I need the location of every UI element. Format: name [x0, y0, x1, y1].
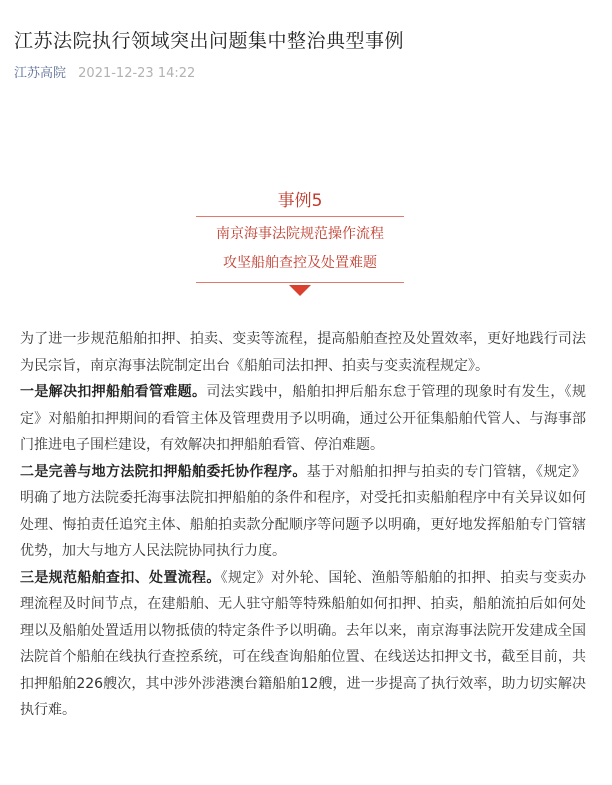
- publish-date: 2021-12-23 14:22: [78, 66, 196, 81]
- paragraph-1-heading: 一是解决扣押船舶看管难题。: [20, 384, 207, 400]
- paragraph-1-text: 司法实践中，船舶扣押后船东怠于管理的现象时有发生，《规定》对船舶扣押期间的看管主体及管理费用予以明确，通过公开征集船舶代管人、与海事部门推进电子围栏建设，有效解决扣押船舶看管、停泊难题。: [20, 384, 587, 453]
- divider-bottom: [196, 282, 404, 283]
- article-meta: [14, 65, 195, 83]
- divider-top: [196, 216, 404, 217]
- case-subtitle-line1: 南京海事法院规范操作流程: [216, 226, 384, 242]
- paragraph-2-text: 基于对船舶扣押与拍卖的专门管辖，《规定》明确了地方法院委托海事法院扣押船舶的条件和程序，对受托扣卖船舶程序中有关异议如何处理、悔拍责任追究主体、船舶拍卖款分配顺序等问题予以明确，更好地发挥船舶专门管辖优势，加大与地方人民法院协同执行力度。: [20, 463, 587, 559]
- intro-paragraph: 为了进一步规范船舶扣押、拍卖、变卖等流程，提高船舶查控及处置效率，更好地践行司法为民宗旨，南京海事法院制定出台《船舶司法扣押、拍卖与变卖流程规定》。: [20, 331, 586, 374]
- paragraph-3-heading: 三是规范船舶查扣、处置流程。: [20, 569, 221, 586]
- paragraph-3-text: 《规定》对外轮、国轮、渔船等船舶的扣押、拍卖与变卖办理流程及时间节点，在建船舶、无人驻守船等特殊船舶如何扣押、拍卖，船舶流拍后如何处理以及船舶处置适用以物抵债的特定条件予以明确。去年以来，南京海事法院开发建成全国法院首个船舶在线执行查控系统，可在线查询船舶位置、在线送达扣押文书，截至目前，共扣押船舶226艘次，其中涉外涉港澳台籍船舶12艘，进一步提高了执行效率，助力切实解决执行难。: [20, 569, 587, 718]
- case-subtitle-line2: 攻坚船舶查控及处置难题: [223, 255, 377, 271]
- triangle-down-icon: [289, 285, 311, 296]
- article-body: [20, 326, 586, 724]
- paragraph-2: [20, 459, 586, 565]
- article-title: 江苏法院执行领域突出问题集中整治典型事例: [14, 30, 405, 52]
- paragraph-3: [20, 565, 586, 724]
- case-header: [196, 190, 404, 283]
- case-label: 事例5: [277, 191, 323, 211]
- paragraph-2-heading: 二是完善与地方法院扣押船舶委托协作程序。: [20, 463, 307, 480]
- paragraph-1: [20, 379, 586, 459]
- source-link[interactable]: 江苏高院: [14, 66, 67, 81]
